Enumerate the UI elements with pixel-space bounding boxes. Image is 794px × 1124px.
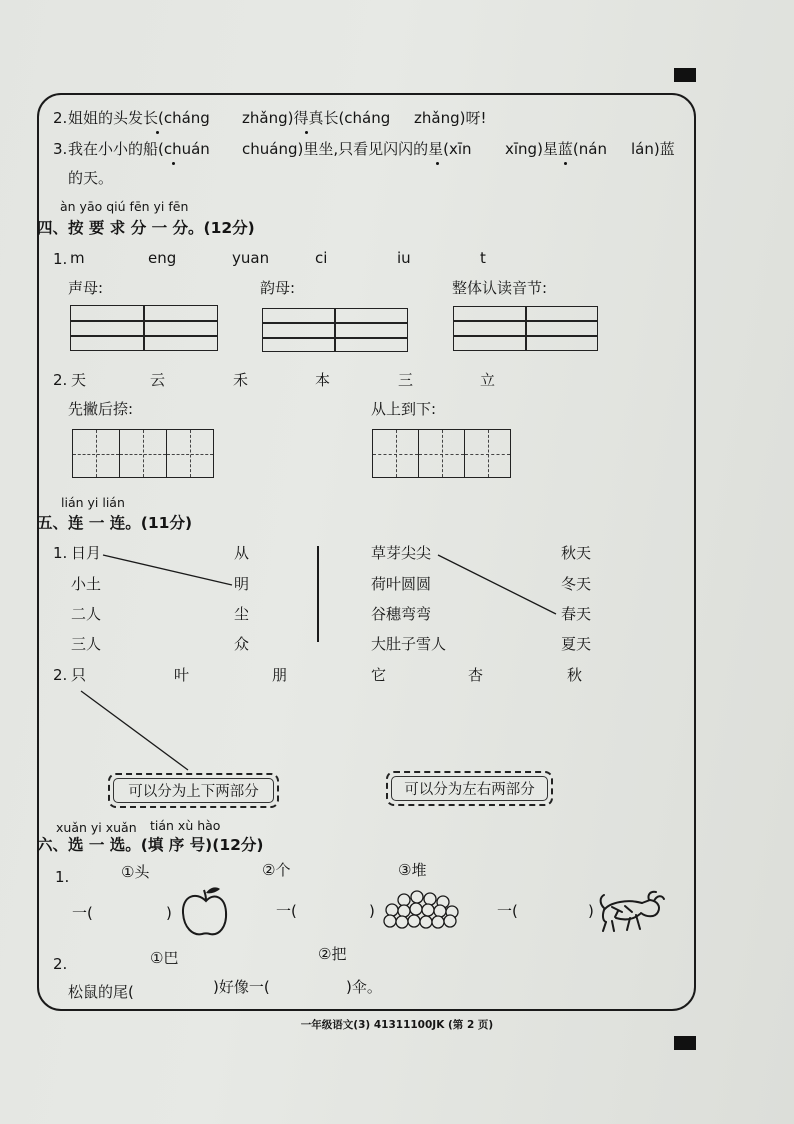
option-item: ①巴 bbox=[150, 949, 179, 967]
match-phrase-item[interactable]: 谷穗弯弯 bbox=[371, 605, 432, 623]
split-char[interactable]: 杏 bbox=[468, 666, 484, 684]
letter-item: ci bbox=[315, 249, 328, 267]
char-item: 天 bbox=[71, 371, 87, 389]
yunmu-label: 韵母: bbox=[260, 279, 296, 297]
q6-2-num: 2. bbox=[53, 955, 68, 973]
sentence-part-2: )好像一( bbox=[213, 978, 270, 996]
blank-close: ) bbox=[166, 904, 172, 922]
section4-pinyin: àn yāo qiú fēn yi fēn bbox=[60, 199, 189, 214]
q3-2-num: 2. bbox=[53, 109, 68, 127]
q5-1-num: 1. bbox=[53, 544, 68, 562]
split-char[interactable]: 它 bbox=[371, 666, 387, 684]
option-item: ③堆 bbox=[398, 861, 427, 879]
split-char[interactable]: 朋 bbox=[272, 666, 288, 684]
letter-item: iu bbox=[397, 249, 411, 267]
shengmu-label: 声母: bbox=[68, 279, 104, 297]
match-season-item[interactable]: 冬天 bbox=[561, 575, 592, 593]
blank-close: ) bbox=[588, 902, 594, 920]
match-mid-item[interactable]: 明 bbox=[234, 575, 250, 593]
q3-3-part-e: 的天。 bbox=[68, 169, 114, 187]
match-mid-item[interactable]: 众 bbox=[234, 635, 250, 653]
q3-3-part-c: xīng)星蓝(nán bbox=[505, 140, 607, 158]
split-char[interactable]: 只 bbox=[71, 666, 87, 684]
char-item: 云 bbox=[150, 371, 166, 389]
sentence-part-1: 松鼠的尾( bbox=[68, 983, 134, 1001]
zhengti-label: 整体认读音节: bbox=[452, 279, 548, 297]
match-left-item[interactable]: 日月 bbox=[71, 544, 102, 562]
option-item: ②个 bbox=[262, 861, 291, 879]
sentence-part-3: )伞。 bbox=[346, 978, 382, 996]
blank-open[interactable]: 一( bbox=[497, 902, 518, 920]
split-char[interactable]: 叶 bbox=[174, 666, 190, 684]
apple-icon bbox=[183, 887, 226, 934]
top-down-label: 从上到下: bbox=[371, 400, 437, 418]
match-season-item[interactable]: 春天 bbox=[561, 605, 592, 623]
split-char[interactable]: 秋 bbox=[567, 666, 583, 684]
char-item: 本 bbox=[315, 371, 331, 389]
match-mid-item[interactable]: 从 bbox=[234, 544, 250, 562]
q4-2-num: 2. bbox=[53, 371, 68, 389]
q3-2-part-c: zhǎng)呀! bbox=[414, 109, 487, 127]
q3-3-part-a: 我在小小的船(chuán bbox=[68, 140, 210, 158]
match-mid-item[interactable]: 尘 bbox=[234, 605, 250, 623]
section6-pinyin-2: tián xù hào bbox=[150, 818, 221, 833]
top-bottom-category-label: 可以分为上下两部分 bbox=[128, 784, 259, 800]
q6-1-num: 1. bbox=[55, 868, 70, 886]
pile-of-balls-icon bbox=[384, 891, 458, 928]
q4-1-num: 1. bbox=[53, 250, 68, 268]
match-left-item[interactable]: 小土 bbox=[71, 575, 102, 593]
section6-title: 六、选 一 选。(填 序 号)(12分) bbox=[37, 836, 264, 854]
letter-item: yuan bbox=[232, 249, 270, 267]
section6-pinyin-1: xuǎn yi xuǎn bbox=[56, 820, 137, 835]
match-phrase-item[interactable]: 草芽尖尖 bbox=[371, 544, 432, 562]
q3-3-part-d: lán)蓝 bbox=[631, 140, 675, 158]
q3-2-part-b: zhǎng)得真长(cháng bbox=[242, 109, 391, 127]
char-item: 三 bbox=[398, 371, 414, 389]
char-item: 禾 bbox=[233, 371, 249, 389]
pie-first-label: 先撇后捺: bbox=[68, 400, 134, 418]
match-season-item[interactable]: 秋天 bbox=[561, 544, 592, 562]
left-right-category-label: 可以分为左右两部分 bbox=[404, 782, 535, 798]
blank-close: ) bbox=[369, 902, 375, 920]
blank-open[interactable]: 一( bbox=[276, 902, 297, 920]
section5-pinyin: lián yi lián bbox=[61, 495, 125, 510]
q3-2-part-a: 姐姐的头发长(cháng bbox=[68, 109, 210, 127]
page-footer: 一年级语文(3) 41311100JK (第 2 页) bbox=[300, 1019, 494, 1031]
q3-3-num: 3. bbox=[53, 140, 68, 158]
char-item: 立 bbox=[480, 371, 496, 389]
letter-item: t bbox=[480, 249, 486, 267]
q5-2-num: 2. bbox=[53, 666, 68, 684]
blank-open[interactable]: 一( bbox=[72, 904, 93, 922]
section4-title: 四、按 要 求 分 一 分。(12分) bbox=[37, 219, 255, 237]
option-item: ①头 bbox=[121, 863, 150, 881]
section5-title: 五、连 一 连。(11分) bbox=[37, 514, 193, 532]
match-season-item[interactable]: 夏天 bbox=[561, 635, 592, 653]
letter-item: eng bbox=[148, 249, 177, 267]
match-left-item[interactable]: 三人 bbox=[71, 635, 102, 653]
letter-item: m bbox=[70, 249, 85, 267]
match-phrase-item[interactable]: 大肚子雪人 bbox=[371, 635, 447, 653]
q3-3-part-b: chuáng)里坐,只看见闪闪的星(xīn bbox=[242, 140, 472, 158]
match-left-item[interactable]: 二人 bbox=[71, 605, 102, 623]
option-item: ②把 bbox=[318, 945, 347, 963]
cow-icon bbox=[601, 892, 664, 931]
match-phrase-item[interactable]: 荷叶圆圆 bbox=[371, 575, 432, 593]
